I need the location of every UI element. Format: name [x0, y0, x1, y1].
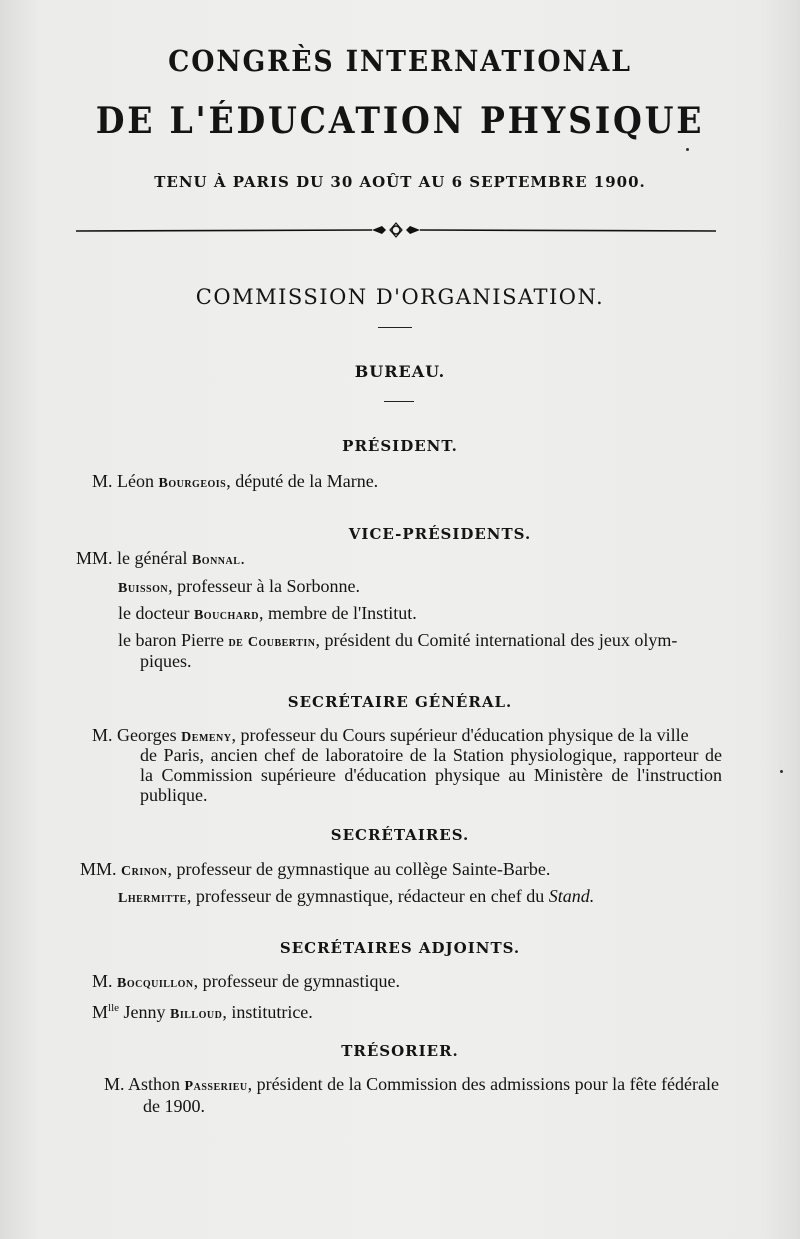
prefix: M. [104, 1074, 125, 1094]
vice-presidents-heading: VICE-PRÉSIDENTS. [348, 525, 532, 543]
divider [378, 327, 412, 328]
assistant-secretaries-heading: SECRÉTAIRES ADJOINTS. [279, 939, 521, 957]
surname: Crinon [121, 864, 168, 879]
treasurer-heading: TRÉSORIER. [341, 1042, 459, 1060]
stray-dot [686, 148, 689, 151]
description: , institutrice. [222, 1002, 313, 1022]
secretary-entry-1 [80, 858, 550, 883]
surname: Buisson [118, 581, 169, 596]
title: le général [117, 548, 188, 568]
secretary-general-heading: SECRÉTAIRE GÉNÉRAL. [287, 693, 513, 711]
first-name: Georges [117, 725, 177, 745]
prefix: M [92, 1002, 109, 1022]
first-name: Asthon [128, 1074, 181, 1094]
congress-title-line1: CONGRÈS INTERNATIONAL [168, 44, 632, 78]
secretary-general-line3: la Commission supérieure d'éducation physique au Ministère de l'instruction [140, 765, 722, 785]
surname: Bocquillon [117, 976, 194, 991]
description: , professeur de gymnastique au collège Sainte-Barbe. [167, 859, 551, 879]
vice-president-entry-2 [118, 575, 360, 600]
assistant-secretary-entry-2 [92, 997, 313, 1026]
treasurer-line2: de 1900. [143, 1096, 205, 1116]
description: , professeur à la Sorbonne. [168, 576, 361, 596]
bureau-heading: BUREAU. [354, 362, 446, 381]
president-entry [92, 470, 378, 495]
title: le docteur [118, 603, 190, 623]
president-heading: PRÉSIDENT. [342, 437, 458, 455]
surname: Bouchard [193, 608, 259, 623]
prefix: M. [92, 471, 113, 491]
ornamental-rule [76, 218, 716, 242]
first-name: Jenny [123, 1002, 166, 1022]
prefix: M. [92, 971, 113, 991]
first-name: Léon [117, 471, 154, 491]
journal-title: Stand. [548, 886, 595, 906]
prefix: MM. [80, 859, 117, 879]
secretaries-heading: SECRÉTAIRES. [330, 826, 470, 844]
description: , président de la Commission des admissions pour la fête fédérale [247, 1074, 720, 1094]
surname: Coubertin [247, 635, 316, 650]
description: , député de la Marne. [226, 471, 379, 491]
surname: Bonnal [191, 553, 241, 568]
description: , professeur du Cours supérieur d'éducation physique de la ville [231, 725, 689, 745]
description: , président du Comité international des jeux olym- [315, 630, 678, 650]
prefix: M. [92, 725, 113, 745]
prefix: MM. [76, 548, 113, 568]
assistant-secretary-entry-1 [92, 970, 400, 995]
surname: Lhermitte [118, 891, 187, 906]
surname: Demeny [181, 730, 232, 745]
congress-subtitle: TENU À PARIS DU 30 AOÛT AU 6 SEPTEMBRE 1900. [154, 173, 646, 191]
secretary-general-line2: de Paris, ancien chef de laboratoire de la Station physiologique, rapporteur de [140, 745, 722, 765]
vice-president-entry-1 [76, 547, 245, 572]
vice-president-entry-4 [118, 629, 677, 654]
divider [384, 401, 414, 402]
congress-title-line2: DE L'ÉDUCATION PHYSIQUE [95, 100, 705, 142]
vice-president-entry-3 [118, 602, 417, 627]
title: le baron Pierre [118, 630, 224, 650]
commission-title: COMMISSION D'ORGANISATION. [195, 285, 605, 309]
particle: de [228, 635, 244, 650]
description: . [240, 548, 245, 568]
secretary-general-line4: publique. [140, 785, 208, 805]
surname: Billoud [170, 1007, 223, 1022]
description: , membre de l'Institut. [258, 603, 417, 623]
vice-president-entry-4-cont: piques. [140, 651, 192, 671]
description: , professeur de gymnastique, rédacteur en chef du [186, 886, 545, 906]
surname: Passerieu [184, 1079, 248, 1094]
secretary-entry-2 [118, 885, 594, 910]
stray-dot [780, 770, 783, 773]
description: , professeur de gymnastique. [193, 971, 401, 991]
prefix-superscript: lle [108, 1002, 120, 1014]
surname: Bourgeois [158, 476, 227, 491]
